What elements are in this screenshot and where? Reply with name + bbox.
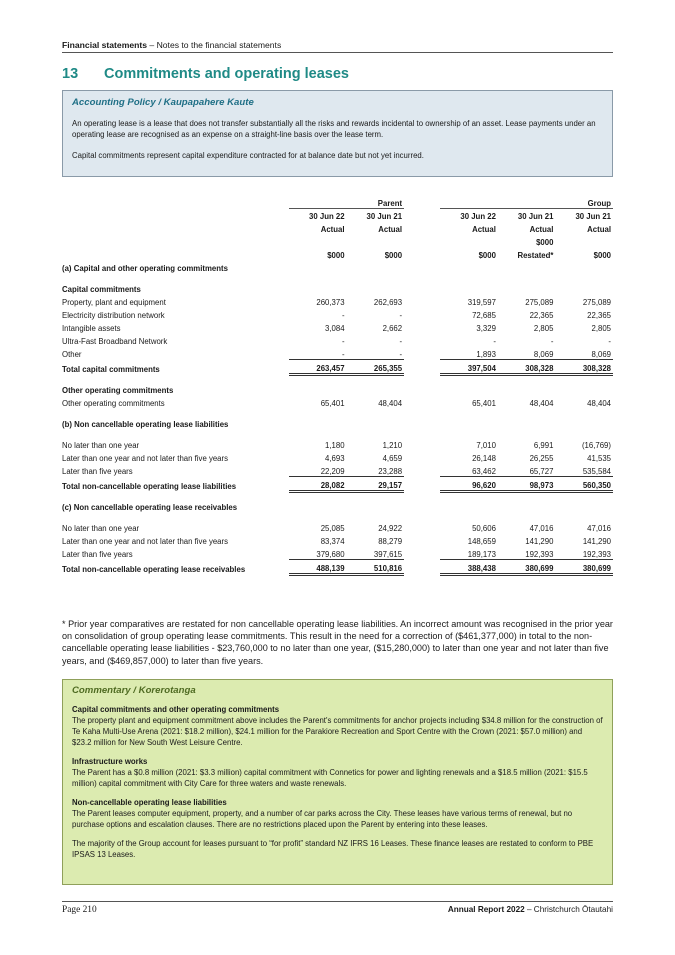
page-number: Page 210 — [62, 905, 97, 915]
cell-value: 3,084 — [325, 324, 345, 333]
col-basis: Actual — [320, 225, 345, 234]
row-label: Intangible assets — [62, 324, 121, 333]
row-label: Property, plant and equipment — [62, 298, 166, 307]
cell-value: 48,404 — [378, 399, 403, 408]
cell-value: 6,991 — [533, 441, 554, 450]
table-row — [62, 294, 613, 307]
cell-value: 7,010 — [476, 441, 496, 450]
footer-divider — [62, 901, 613, 902]
cell-value: 141,290 — [525, 537, 554, 546]
total-value: 488,139 — [289, 559, 347, 574]
cell-value: 1,893 — [476, 349, 496, 359]
col-date: 30 Jun 21 — [366, 212, 403, 221]
total-value: 560,350 — [555, 476, 613, 491]
row-label: No later than one year — [62, 441, 140, 450]
commitments-table — [62, 195, 613, 576]
cell-value: (16,769) — [581, 441, 611, 450]
cell-value: 65,401 — [472, 399, 496, 408]
cell-value: 1,180 — [325, 441, 345, 450]
parent-header: Parent — [289, 195, 404, 208]
total-value: 263,457 — [289, 359, 347, 374]
cell-value: 8,069 — [591, 349, 611, 359]
cell-value: 24,922 — [378, 524, 403, 533]
total-row — [62, 559, 613, 574]
col-units-top: $000 — [536, 238, 554, 247]
cell-value: 141,290 — [582, 537, 611, 546]
total-value: 29,157 — [347, 476, 405, 491]
col-units: $000 — [478, 251, 496, 260]
cell-value: 2,805 — [591, 324, 611, 333]
col-basis: Actual — [529, 225, 554, 234]
basis-header-row — [62, 221, 613, 234]
total-row — [62, 359, 613, 374]
cell-value: 319,597 — [467, 298, 496, 307]
row-label: No later than one year — [62, 524, 140, 533]
policy-paragraph-2: Capital commitments represent capital expenditure contracted for at balance date but not yet incurred. — [72, 150, 424, 160]
heading-b-row — [62, 416, 613, 429]
cell-value: - — [399, 349, 403, 359]
section-title-text: Commitments and operating leases — [104, 66, 349, 82]
table-row — [62, 437, 613, 450]
commentary-heading-capital: Capital commitments and other operating commitments — [72, 705, 280, 714]
commentary-paragraph: The Parent leases computer equipment, property, and a number of car parks across the City. These leases have various terms of renewal, but no purchase options and escalation clauses. There are no restrictions placed upon the Parent by entering into these leases. — [72, 809, 573, 829]
heading-b: (b) Non cancellable operating lease liabilities — [62, 420, 229, 429]
cell-value: 189,173 — [467, 549, 496, 559]
cell-value: - — [608, 337, 611, 346]
cell-value: 65,727 — [529, 466, 554, 476]
commentary-box — [62, 679, 613, 885]
section-number: 13 — [62, 66, 79, 82]
heading-a-row — [62, 260, 613, 273]
cell-value: - — [399, 311, 403, 320]
col-units: Restated* — [517, 251, 554, 260]
policy-title: Accounting Policy / Kaupapahere Kaute — [72, 97, 254, 108]
cell-value: - — [341, 337, 345, 346]
total-value: 510,816 — [347, 559, 405, 574]
cell-value: 22,209 — [320, 466, 345, 476]
accounting-policy-box — [62, 90, 613, 177]
col-units-top — [440, 234, 498, 247]
cell-value: 88,279 — [378, 537, 403, 546]
table-row — [62, 346, 613, 359]
table-group-header — [62, 195, 613, 208]
running-header — [62, 40, 613, 50]
cell-value: - — [399, 337, 403, 346]
total-value: 308,328 — [555, 359, 613, 374]
commentary-paragraph: The property plant and equipment commitment above includes the Parent's commitments for anchor projects including $34.8 million for the construction of Te Kaha Multi-Use Arena (2021: $18.2 million), $24.1 million for the Parakiore Recreation and Sport Centre with the Crown (2021: $57.0 million) and $23.2 million for New South West Leisure Centre. — [72, 716, 603, 747]
commentary-heading-infrastructure: Infrastructure works — [72, 757, 148, 766]
table-row — [62, 307, 613, 320]
capital-heading-row — [62, 281, 613, 294]
commentary-heading-leases: Non-cancellable operating lease liabilities — [72, 798, 227, 807]
row-label: Later than five years — [62, 550, 133, 559]
row-label: Later than five years — [62, 467, 133, 476]
col-date: 30 Jun 21 — [517, 212, 554, 221]
total-value: 397,504 — [440, 359, 498, 374]
cell-value: 63,462 — [472, 466, 496, 476]
table-row — [62, 533, 613, 546]
col-units-top — [347, 234, 405, 247]
row-label: Other — [62, 350, 82, 359]
table-row — [62, 450, 613, 463]
cell-value: 47,016 — [587, 524, 611, 533]
cell-value: 65,401 — [320, 399, 345, 408]
cell-value: 22,365 — [529, 311, 554, 320]
row-label: Later than one year and not later than five years — [62, 537, 229, 546]
date-header-row — [62, 208, 613, 221]
total-value: 28,082 — [289, 476, 347, 491]
group-header: Group — [440, 195, 613, 208]
col-date: 30 Jun 22 — [309, 212, 345, 221]
restatement-footnote: * Prior year comparatives are restated for non cancellable operating lease liabilities. An incorrect amount was recognised in the prior year on consolidation of group operating lease commitments. This result in the need for a correction of ($461,377,000) in total to the non-cancellable operating lease liabilities - $23,760,000 to no later than one year, ($15,280,000) to later than one year and not later than five years, and ($469,857,000) to later than five years. — [62, 619, 613, 666]
cell-value: 1,210 — [382, 441, 403, 450]
total-label: Total non-cancellable operating lease liabilities — [62, 482, 237, 491]
cell-value: 41,535 — [587, 454, 611, 463]
cell-value: 262,693 — [373, 298, 403, 307]
header-section: Financial statements — [62, 40, 148, 50]
cell-value: 3,329 — [476, 324, 496, 333]
total-value: 265,355 — [347, 359, 405, 374]
heading-c-row — [62, 499, 613, 512]
section-title — [62, 66, 349, 82]
cell-value: 50,606 — [472, 524, 496, 533]
col-basis: Actual — [472, 225, 496, 234]
col-units-top — [289, 234, 347, 247]
cell-value: 275,089 — [525, 298, 554, 307]
col-date: 30 Jun 22 — [460, 212, 496, 221]
cell-value: 4,693 — [325, 454, 345, 463]
col-units: $000 — [327, 251, 345, 260]
cell-value: 397,615 — [373, 549, 403, 559]
table-row — [62, 546, 613, 559]
cell-value: 275,089 — [582, 298, 611, 307]
col-units: $000 — [384, 251, 403, 260]
cell-value: 2,662 — [382, 324, 403, 333]
heading-a: (a) Capital and other operating commitments — [62, 264, 228, 273]
col-basis: Actual — [378, 225, 403, 234]
total-row — [62, 476, 613, 491]
report-name: Annual Report 2022 — [447, 905, 525, 914]
cell-value: 48,404 — [587, 399, 611, 408]
col-units-top — [555, 234, 613, 247]
heading-c: (c) Non cancellable operating lease receivables — [62, 503, 238, 512]
col-units: $000 — [593, 251, 611, 260]
cell-value: 4,659 — [382, 454, 403, 463]
cell-value: 83,374 — [320, 537, 345, 546]
total-value: 308,328 — [498, 359, 556, 374]
table-row — [62, 320, 613, 333]
cell-value: 535,584 — [582, 466, 611, 476]
col-basis: Actual — [587, 225, 611, 234]
table-row — [62, 463, 613, 476]
header-subtitle: – Notes to the financial statements — [147, 40, 282, 50]
cell-value: - — [341, 311, 345, 320]
cell-value: 192,393 — [525, 549, 554, 559]
other-heading: Other operating commitments — [62, 386, 174, 395]
total-value: 380,699 — [555, 559, 613, 574]
cell-value: 22,365 — [587, 311, 611, 320]
cell-value: - — [341, 349, 345, 359]
cell-value: 47,016 — [529, 524, 554, 533]
table-row — [62, 520, 613, 533]
cell-value: 23,288 — [378, 466, 403, 476]
units-top-row — [62, 234, 613, 247]
cell-value: 8,069 — [533, 349, 554, 359]
cell-value: - — [550, 337, 554, 346]
capital-heading: Capital commitments — [62, 285, 141, 294]
policy-paragraph-1: An operating lease is a lease that does not transfer substantially all the risks and rewards incidental to ownership of an asset. Lease payments under an operating lease are recognised as an expense on a straight-line basis over the lease term. — [72, 118, 596, 139]
other-heading-row — [62, 382, 613, 395]
report-city: – Christchurch Ōtautahi — [524, 905, 613, 914]
total-value: 96,620 — [440, 476, 498, 491]
cell-value: 26,148 — [472, 454, 496, 463]
row-label: Later than one year and not later than five years — [62, 454, 229, 463]
cell-value: 148,659 — [467, 537, 496, 546]
cell-value: 260,373 — [316, 298, 345, 307]
commentary-paragraph: The majority of the Group account for leases pursuant to “for profit” standard NZ IFRS 16 Leases. These finance leases are restated to conform to PBE IPSAS 13 Leases. — [72, 839, 594, 859]
total-label: Total capital commitments — [62, 365, 160, 374]
cell-value: 26,255 — [529, 454, 554, 463]
row-label: Other operating commitments — [62, 399, 165, 408]
units-row — [62, 247, 613, 260]
cell-value: 48,404 — [529, 399, 554, 408]
cell-value: - — [493, 337, 496, 346]
table-row — [62, 333, 613, 346]
col-date: 30 Jun 21 — [575, 212, 611, 221]
cell-value: 25,085 — [320, 524, 345, 533]
total-label: Total non-cancellable operating lease receivables — [62, 565, 246, 574]
total-value: 388,438 — [440, 559, 498, 574]
cell-value: 379,680 — [316, 549, 345, 559]
table-row — [62, 395, 613, 408]
report-title — [448, 905, 613, 914]
cell-value: 192,393 — [582, 549, 611, 559]
commentary-title: Commentary / Korerotanga — [72, 685, 196, 696]
total-value: 98,973 — [498, 476, 556, 491]
commentary-paragraph: The Parent has a $0.8 million (2021: $3.3 million) capital commitment with Connetics for power and lighting renewals and a $18.5 million (2021: $15.5 million) capital commitment with City Care for three waters and waste renewals. — [72, 768, 588, 788]
cell-value: 72,685 — [472, 311, 496, 320]
total-value: 380,699 — [498, 559, 556, 574]
header-divider — [62, 52, 613, 53]
row-label: Ultra-Fast Broadband Network — [62, 337, 168, 346]
row-label: Electricity distribution network — [62, 311, 165, 320]
cell-value: 2,805 — [533, 324, 554, 333]
